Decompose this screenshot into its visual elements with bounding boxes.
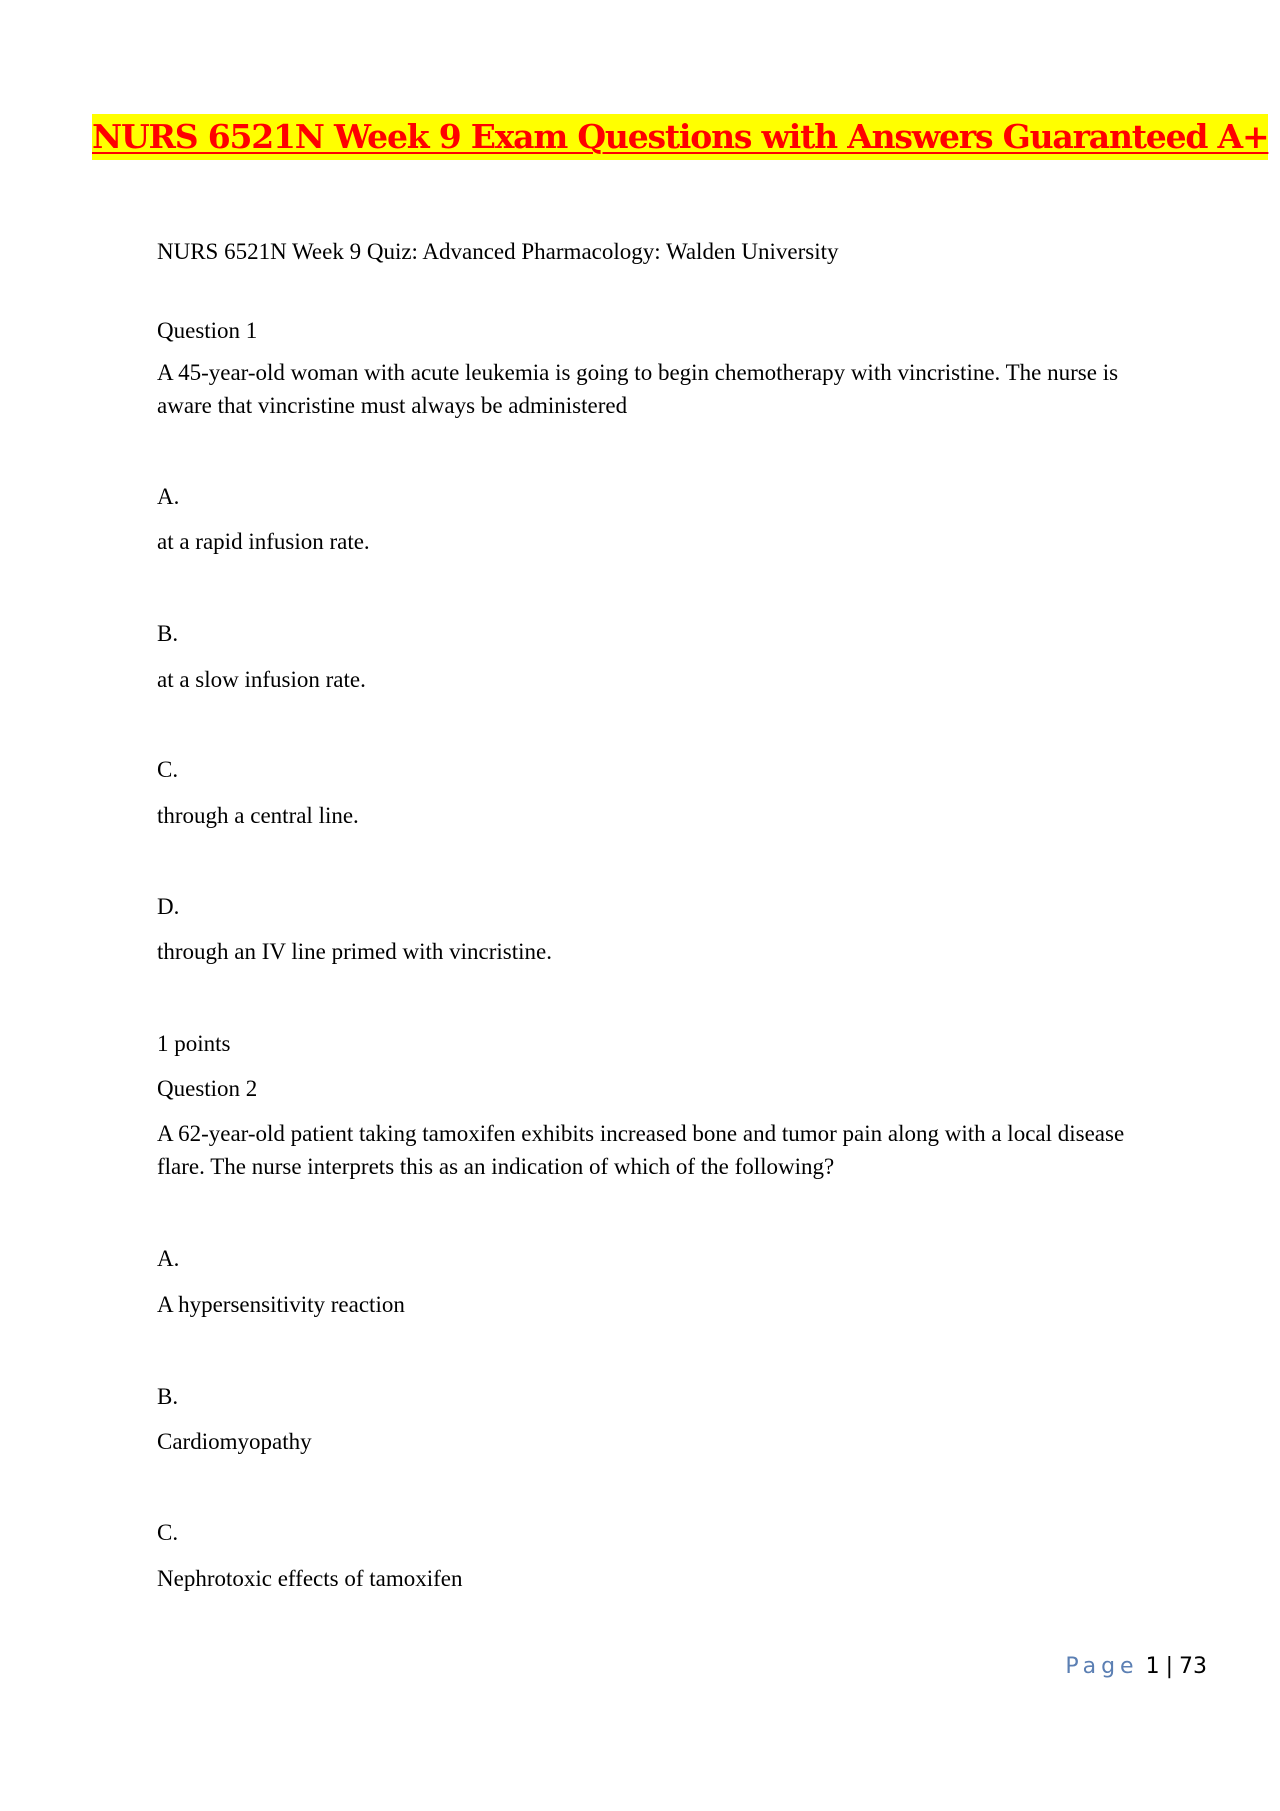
question-1-option-d-text: through an IV line primed with vincristine. <box>157 939 552 964</box>
question-1-label: Question 1 <box>157 318 258 343</box>
question-2-option-c-text: Nephrotoxic effects of tamoxifen <box>157 1566 463 1591</box>
document-subtitle: NURS 6521N Week 9 Quiz: Advanced Pharmacology: Walden University <box>157 239 839 264</box>
question-2-option-b-text: Cardiomyopathy <box>157 1429 312 1454</box>
document-title: NURS 6521N Week 9 Exam Questions with Answers Guaranteed A+ <box>92 114 1268 160</box>
page-label: Page <box>1065 1654 1139 1679</box>
question-1-points: 1 points <box>157 1031 231 1056</box>
question-2-text: A 62-year-old patient taking tamoxifen exhibits increased bone and tumor pain along with a local disease flare. The nurse interprets this as an indication of which of the following? <box>157 1121 1125 1179</box>
question-1-option-a-letter: A. <box>157 484 180 509</box>
question-1-option-c-letter: C. <box>157 757 179 782</box>
total-pages: 73 <box>1179 1654 1207 1679</box>
question-2-option-c-letter: C. <box>157 1520 179 1545</box>
question-1-option-b-text: at a slow infusion rate. <box>157 667 366 692</box>
page-separator: | <box>1165 1654 1173 1679</box>
question-1-option-d-letter: D. <box>157 894 180 919</box>
question-1-option-b-letter: B. <box>157 621 179 646</box>
question-1-option-a-text: at a rapid infusion rate. <box>157 529 370 554</box>
question-2-option-a-letter: A. <box>157 1246 180 1271</box>
question-2-label: Question 2 <box>157 1076 258 1101</box>
question-2-option-a-text: A hypersensitivity reaction <box>157 1292 405 1317</box>
question-1-text: A 45-year-old woman with acute leukemia is going to begin chemotherapy with vincristine. The nurse is aware that vincristine must always be administered <box>157 360 1119 418</box>
page-footer <box>1065 1652 1207 1682</box>
question-1-option-c-text: through a central line. <box>157 803 359 828</box>
question-2-option-b-letter: B. <box>157 1384 179 1409</box>
page-number: 1 <box>1145 1654 1160 1679</box>
